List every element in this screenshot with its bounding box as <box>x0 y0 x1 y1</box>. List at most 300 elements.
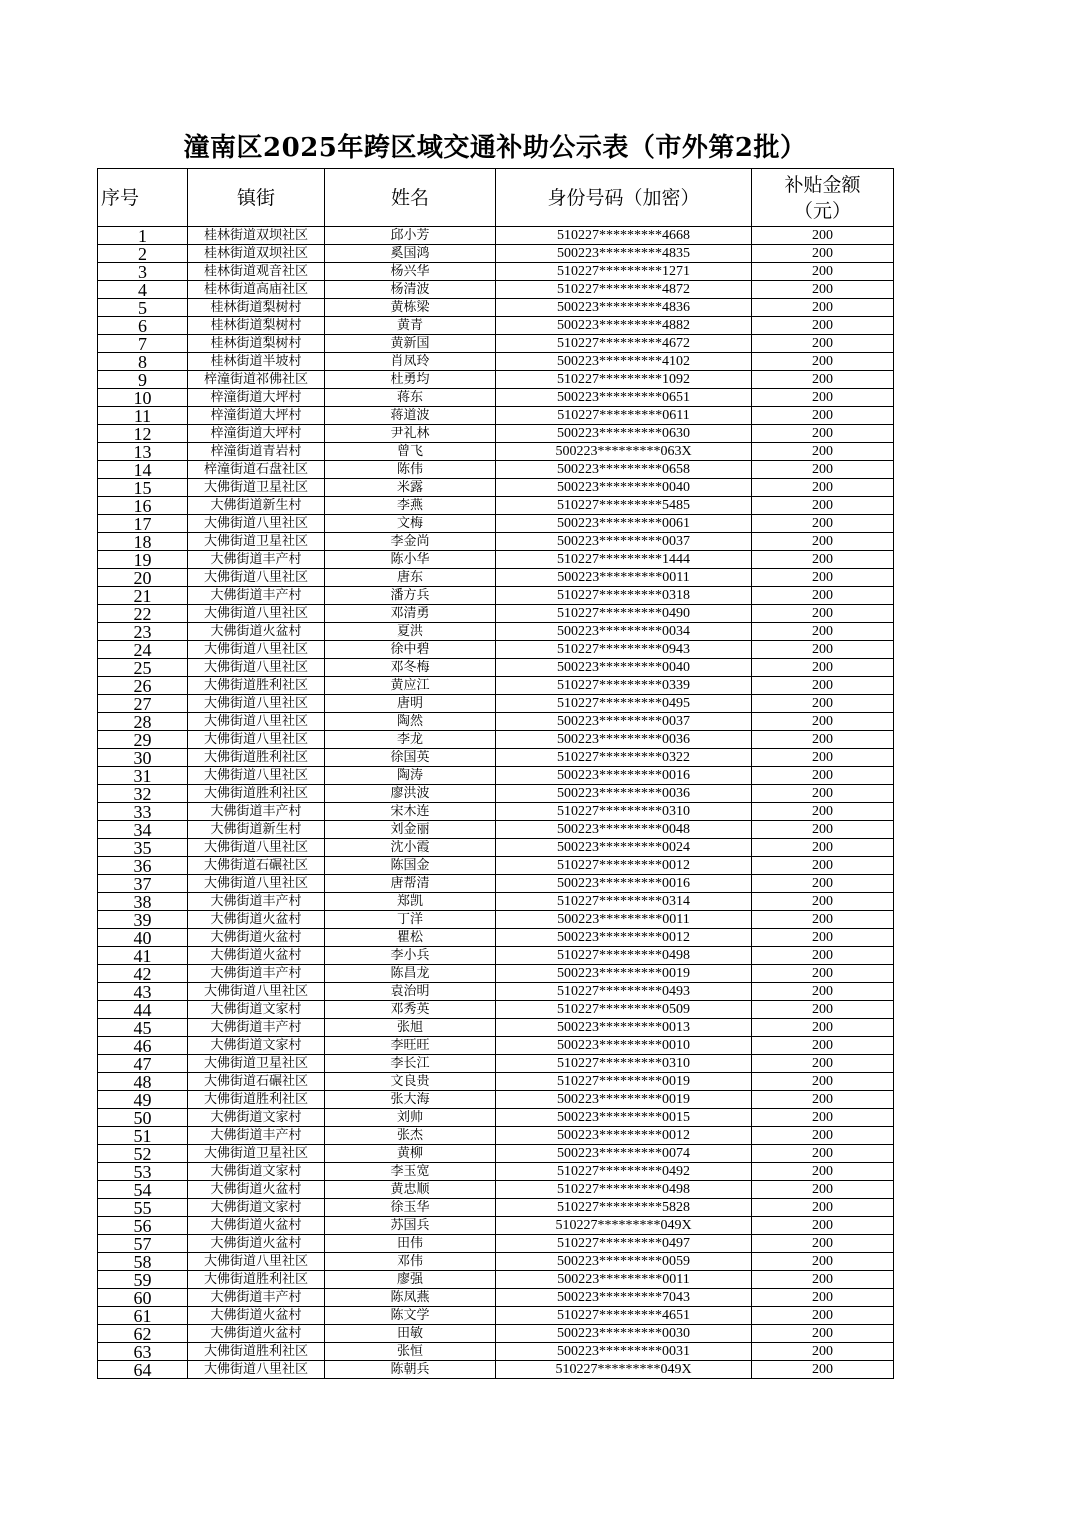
row-id-number: 510227*********049X <box>496 1217 752 1235</box>
table-row <box>98 407 894 425</box>
row-id-number: 500223*********4835 <box>496 245 752 263</box>
row-index: 26 <box>98 677 188 695</box>
table-row <box>98 1361 894 1379</box>
row-id-number: 500223*********0037 <box>496 713 752 731</box>
row-id-number: 510227*********0318 <box>496 587 752 605</box>
row-id-number: 510227*********0012 <box>496 857 752 875</box>
row-name: 刘金丽 <box>325 821 496 839</box>
row-id-number: 510227*********4872 <box>496 281 752 299</box>
row-amount: 200 <box>752 641 894 659</box>
row-id-number: 510227*********0019 <box>496 1073 752 1091</box>
row-index: 10 <box>98 389 188 407</box>
row-name: 黄新国 <box>325 335 496 353</box>
row-town: 大佛街道胜利社区 <box>188 749 325 767</box>
row-town: 大佛街道文家村 <box>188 1037 325 1055</box>
row-amount: 200 <box>752 947 894 965</box>
row-id-number: 510227*********4668 <box>496 227 752 245</box>
row-town: 大佛街道八里社区 <box>188 515 325 533</box>
row-name: 蒋道波 <box>325 407 496 425</box>
row-name: 李小兵 <box>325 947 496 965</box>
table-row <box>98 1091 894 1109</box>
row-amount: 200 <box>752 911 894 929</box>
row-name: 米露 <box>325 479 496 497</box>
row-index: 34 <box>98 821 188 839</box>
row-index: 44 <box>98 1001 188 1019</box>
row-id-number: 510227*********049X <box>496 1361 752 1379</box>
table-row <box>98 929 894 947</box>
row-index: 9 <box>98 371 188 389</box>
row-id-number: 510227*********0314 <box>496 893 752 911</box>
row-town: 大佛街道新生村 <box>188 821 325 839</box>
table-row <box>98 1199 894 1217</box>
row-town: 大佛街道火盆村 <box>188 1325 325 1343</box>
row-index: 33 <box>98 803 188 821</box>
row-id-number: 500223*********0024 <box>496 839 752 857</box>
row-name: 李燕 <box>325 497 496 515</box>
row-id-number: 500223*********0059 <box>496 1253 752 1271</box>
row-town: 大佛街道丰产村 <box>188 965 325 983</box>
row-name: 李长江 <box>325 1055 496 1073</box>
table-row <box>98 425 894 443</box>
row-index: 43 <box>98 983 188 1001</box>
row-amount: 200 <box>752 479 894 497</box>
row-town: 大佛街道八里社区 <box>188 1361 325 1379</box>
row-name: 徐国英 <box>325 749 496 767</box>
row-name: 瞿松 <box>325 929 496 947</box>
row-town: 梓潼街道大坪村 <box>188 425 325 443</box>
row-index: 60 <box>98 1289 188 1307</box>
table-row <box>98 1307 894 1325</box>
row-town: 大佛街道丰产村 <box>188 803 325 821</box>
row-id-number: 510227*********0497 <box>496 1235 752 1253</box>
row-name: 陶然 <box>325 713 496 731</box>
table-row <box>98 605 894 623</box>
row-id-number: 500223*********0040 <box>496 659 752 677</box>
row-id-number: 500223*********0036 <box>496 731 752 749</box>
table-row <box>98 335 894 353</box>
table-row <box>98 947 894 965</box>
row-amount: 200 <box>752 1163 894 1181</box>
row-id-number: 510227*********0943 <box>496 641 752 659</box>
row-amount: 200 <box>752 461 894 479</box>
row-name: 肖凤玲 <box>325 353 496 371</box>
row-town: 桂林街道半坡村 <box>188 353 325 371</box>
row-index: 37 <box>98 875 188 893</box>
row-index: 17 <box>98 515 188 533</box>
header-town: 镇街 <box>188 169 325 227</box>
row-town: 大佛街道石碾社区 <box>188 1073 325 1091</box>
table-row <box>98 587 894 605</box>
row-town: 大佛街道丰产村 <box>188 1127 325 1145</box>
row-id-number: 500223*********0658 <box>496 461 752 479</box>
row-town: 大佛街道文家村 <box>188 1199 325 1217</box>
row-id-number: 500223*********4102 <box>496 353 752 371</box>
row-index: 56 <box>98 1217 188 1235</box>
row-id-number: 500223*********0016 <box>496 875 752 893</box>
row-name: 刘帅 <box>325 1109 496 1127</box>
row-id-number: 500223*********0031 <box>496 1343 752 1361</box>
row-id-number: 500223*********0651 <box>496 389 752 407</box>
row-index: 20 <box>98 569 188 587</box>
row-index: 46 <box>98 1037 188 1055</box>
row-name: 黄忠顺 <box>325 1181 496 1199</box>
row-amount: 200 <box>752 857 894 875</box>
table-row <box>98 821 894 839</box>
row-name: 唐帮清 <box>325 875 496 893</box>
row-amount: 200 <box>752 659 894 677</box>
row-id-number: 510227*********0509 <box>496 1001 752 1019</box>
row-id-number: 500223*********0011 <box>496 1271 752 1289</box>
row-name: 廖洪波 <box>325 785 496 803</box>
row-id-number: 510227*********5485 <box>496 497 752 515</box>
row-town: 大佛街道火盆村 <box>188 1307 325 1325</box>
row-town: 大佛街道胜利社区 <box>188 1091 325 1109</box>
row-index: 13 <box>98 443 188 461</box>
row-town: 大佛街道八里社区 <box>188 731 325 749</box>
row-index: 42 <box>98 965 188 983</box>
row-name: 陈朝兵 <box>325 1361 496 1379</box>
row-index: 1 <box>98 227 188 245</box>
row-index: 64 <box>98 1361 188 1379</box>
table-row <box>98 317 894 335</box>
row-town: 桂林街道观音社区 <box>188 263 325 281</box>
row-name: 陈文学 <box>325 1307 496 1325</box>
row-index: 22 <box>98 605 188 623</box>
table-row <box>98 695 894 713</box>
row-town: 大佛街道文家村 <box>188 1163 325 1181</box>
row-amount: 200 <box>752 1001 894 1019</box>
table-row <box>98 1271 894 1289</box>
row-id-number: 500223*********0012 <box>496 929 752 947</box>
row-amount: 200 <box>752 569 894 587</box>
row-id-number: 500223*********4836 <box>496 299 752 317</box>
table-row <box>98 569 894 587</box>
table-row <box>98 1001 894 1019</box>
row-index: 36 <box>98 857 188 875</box>
row-amount: 200 <box>752 1181 894 1199</box>
row-amount: 200 <box>752 623 894 641</box>
row-index: 47 <box>98 1055 188 1073</box>
table-row <box>98 749 894 767</box>
table-row <box>98 1217 894 1235</box>
row-index: 58 <box>98 1253 188 1271</box>
row-town: 大佛街道卫星社区 <box>188 533 325 551</box>
table-row <box>98 623 894 641</box>
row-index: 12 <box>98 425 188 443</box>
row-town: 大佛街道卫星社区 <box>188 1055 325 1073</box>
row-name: 邓秀英 <box>325 1001 496 1019</box>
row-amount: 200 <box>752 1253 894 1271</box>
row-amount: 200 <box>752 713 894 731</box>
row-amount: 200 <box>752 227 894 245</box>
table-row <box>98 1253 894 1271</box>
row-town: 大佛街道胜利社区 <box>188 785 325 803</box>
row-amount: 200 <box>752 1289 894 1307</box>
row-index: 15 <box>98 479 188 497</box>
table-row <box>98 1343 894 1361</box>
row-town: 大佛街道八里社区 <box>188 695 325 713</box>
row-town: 大佛街道八里社区 <box>188 983 325 1001</box>
row-town: 桂林街道梨树村 <box>188 335 325 353</box>
row-amount: 200 <box>752 1343 894 1361</box>
row-town: 大佛街道火盆村 <box>188 929 325 947</box>
row-town: 梓潼街道大坪村 <box>188 389 325 407</box>
row-amount: 200 <box>752 1361 894 1379</box>
row-amount: 200 <box>752 389 894 407</box>
row-amount: 200 <box>752 1055 894 1073</box>
table-row <box>98 1325 894 1343</box>
row-amount: 200 <box>752 587 894 605</box>
row-index: 28 <box>98 713 188 731</box>
row-id-number: 510227*********0498 <box>496 947 752 965</box>
row-id-number: 510227*********5828 <box>496 1199 752 1217</box>
row-index: 45 <box>98 1019 188 1037</box>
row-name: 文良贵 <box>325 1073 496 1091</box>
table-row <box>98 1109 894 1127</box>
header-id-number: 身份号码（加密） <box>496 169 752 227</box>
row-name: 夏洪 <box>325 623 496 641</box>
row-id-number: 510227*********0322 <box>496 749 752 767</box>
table-row <box>98 371 894 389</box>
table-row <box>98 461 894 479</box>
header-amount: 补贴金额 （元） <box>752 169 894 227</box>
row-id-number: 500223*********0630 <box>496 425 752 443</box>
row-name: 李旺旺 <box>325 1037 496 1055</box>
row-amount: 200 <box>752 1325 894 1343</box>
header-name: 姓名 <box>325 169 496 227</box>
table-row <box>98 893 894 911</box>
row-town: 大佛街道八里社区 <box>188 641 325 659</box>
row-id-number: 510227*********0611 <box>496 407 752 425</box>
row-id-number: 500223*********0013 <box>496 1019 752 1037</box>
row-amount: 200 <box>752 731 894 749</box>
row-town: 大佛街道文家村 <box>188 1001 325 1019</box>
row-amount: 200 <box>752 1271 894 1289</box>
row-id-number: 510227*********0495 <box>496 695 752 713</box>
row-town: 大佛街道火盆村 <box>188 623 325 641</box>
row-index: 59 <box>98 1271 188 1289</box>
row-amount: 200 <box>752 605 894 623</box>
subsidy-table <box>97 168 894 1379</box>
table-row <box>98 245 894 263</box>
row-amount: 200 <box>752 695 894 713</box>
row-amount: 200 <box>752 677 894 695</box>
row-town: 大佛街道火盆村 <box>188 1181 325 1199</box>
row-name: 唐明 <box>325 695 496 713</box>
row-town: 桂林街道梨树村 <box>188 299 325 317</box>
table-row <box>98 281 894 299</box>
row-amount: 200 <box>752 839 894 857</box>
row-town: 大佛街道火盆村 <box>188 947 325 965</box>
row-id-number: 500223*********0034 <box>496 623 752 641</box>
row-amount: 200 <box>752 965 894 983</box>
row-town: 大佛街道新生村 <box>188 497 325 515</box>
table-row <box>98 677 894 695</box>
row-name: 徐玉华 <box>325 1199 496 1217</box>
table-row <box>98 1055 894 1073</box>
row-amount: 200 <box>752 893 894 911</box>
row-town: 大佛街道丰产村 <box>188 893 325 911</box>
row-name: 李龙 <box>325 731 496 749</box>
row-index: 63 <box>98 1343 188 1361</box>
row-name: 张大海 <box>325 1091 496 1109</box>
row-town: 桂林街道梨树村 <box>188 317 325 335</box>
row-index: 32 <box>98 785 188 803</box>
row-name: 李金尚 <box>325 533 496 551</box>
row-amount: 200 <box>752 353 894 371</box>
row-id-number: 500223*********4882 <box>496 317 752 335</box>
row-name: 杨清波 <box>325 281 496 299</box>
row-id-number: 500223*********0019 <box>496 1091 752 1109</box>
row-name: 沈小霞 <box>325 839 496 857</box>
row-index: 48 <box>98 1073 188 1091</box>
row-id-number: 500223*********063X <box>496 443 752 461</box>
row-name: 文梅 <box>325 515 496 533</box>
table-row <box>98 263 894 281</box>
table-row <box>98 1127 894 1145</box>
row-id-number: 510227*********4672 <box>496 335 752 353</box>
row-town: 大佛街道八里社区 <box>188 713 325 731</box>
row-amount: 200 <box>752 1217 894 1235</box>
row-name: 黄柳 <box>325 1145 496 1163</box>
row-index: 2 <box>98 245 188 263</box>
table-row <box>98 1145 894 1163</box>
table-row <box>98 803 894 821</box>
table-row <box>98 551 894 569</box>
table-row <box>98 1163 894 1181</box>
row-amount: 200 <box>752 1091 894 1109</box>
row-amount: 200 <box>752 1127 894 1145</box>
row-index: 5 <box>98 299 188 317</box>
row-index: 52 <box>98 1145 188 1163</box>
row-id-number: 500223*********0012 <box>496 1127 752 1145</box>
row-town: 大佛街道八里社区 <box>188 569 325 587</box>
row-id-number: 510227*********0493 <box>496 983 752 1001</box>
row-town: 大佛街道八里社区 <box>188 605 325 623</box>
table-row <box>98 1019 894 1037</box>
row-name: 廖强 <box>325 1271 496 1289</box>
row-index: 16 <box>98 497 188 515</box>
row-index: 4 <box>98 281 188 299</box>
row-name: 黄应江 <box>325 677 496 695</box>
row-index: 11 <box>98 407 188 425</box>
row-amount: 200 <box>752 1109 894 1127</box>
row-name: 陶涛 <box>325 767 496 785</box>
row-index: 54 <box>98 1181 188 1199</box>
row-amount: 200 <box>752 803 894 821</box>
row-id-number: 510227*********4651 <box>496 1307 752 1325</box>
row-name: 曾飞 <box>325 443 496 461</box>
table-row <box>98 785 894 803</box>
row-name: 田伟 <box>325 1235 496 1253</box>
row-amount: 200 <box>752 929 894 947</box>
page-title: 潼南区2025年跨区域交通补助公示表（市外第2批） <box>183 133 807 163</box>
row-name: 丁洋 <box>325 911 496 929</box>
row-id-number: 500223*********0048 <box>496 821 752 839</box>
row-town: 大佛街道八里社区 <box>188 1253 325 1271</box>
table-row <box>98 1235 894 1253</box>
row-id-number: 500223*********0010 <box>496 1037 752 1055</box>
row-index: 53 <box>98 1163 188 1181</box>
table-row <box>98 911 894 929</box>
row-index: 62 <box>98 1325 188 1343</box>
table-row <box>98 299 894 317</box>
row-town: 梓潼街道大坪村 <box>188 407 325 425</box>
row-index: 57 <box>98 1235 188 1253</box>
row-index: 14 <box>98 461 188 479</box>
table-row <box>98 533 894 551</box>
row-amount: 200 <box>752 1073 894 1091</box>
row-town: 大佛街道八里社区 <box>188 659 325 677</box>
row-id-number: 500223*********0040 <box>496 479 752 497</box>
row-index: 35 <box>98 839 188 857</box>
row-id-number: 500223*********0019 <box>496 965 752 983</box>
row-name: 潘方兵 <box>325 587 496 605</box>
row-id-number: 510227*********0339 <box>496 677 752 695</box>
row-amount: 200 <box>752 767 894 785</box>
row-index: 30 <box>98 749 188 767</box>
row-id-number: 500223*********0036 <box>496 785 752 803</box>
table-row <box>98 1037 894 1055</box>
row-index: 6 <box>98 317 188 335</box>
table-row <box>98 443 894 461</box>
table-row <box>98 857 894 875</box>
table-row <box>98 389 894 407</box>
table-row <box>98 515 894 533</box>
table-row <box>98 1181 894 1199</box>
row-id-number: 500223*********0015 <box>496 1109 752 1127</box>
row-town: 大佛街道胜利社区 <box>188 1343 325 1361</box>
table-row <box>98 1289 894 1307</box>
row-id-number: 500223*********0016 <box>496 767 752 785</box>
table-header-row <box>98 169 894 227</box>
row-town: 大佛街道八里社区 <box>188 839 325 857</box>
row-name: 陈小华 <box>325 551 496 569</box>
row-town: 大佛街道火盆村 <box>188 1217 325 1235</box>
row-name: 黄栋梁 <box>325 299 496 317</box>
row-amount: 200 <box>752 983 894 1001</box>
row-town: 大佛街道火盆村 <box>188 911 325 929</box>
row-town: 大佛街道丰产村 <box>188 587 325 605</box>
row-index: 50 <box>98 1109 188 1127</box>
row-name: 邱小芳 <box>325 227 496 245</box>
row-town: 梓潼街道石盘社区 <box>188 461 325 479</box>
row-index: 24 <box>98 641 188 659</box>
row-amount: 200 <box>752 1037 894 1055</box>
row-town: 桂林街道双坝社区 <box>188 227 325 245</box>
row-id-number: 500223*********7043 <box>496 1289 752 1307</box>
row-name: 苏国兵 <box>325 1217 496 1235</box>
row-index: 25 <box>98 659 188 677</box>
row-id-number: 500223*********0074 <box>496 1145 752 1163</box>
table-row <box>98 353 894 371</box>
row-amount: 200 <box>752 317 894 335</box>
row-amount: 200 <box>752 425 894 443</box>
row-name: 张杰 <box>325 1127 496 1145</box>
row-name: 徐中碧 <box>325 641 496 659</box>
row-amount: 200 <box>752 371 894 389</box>
row-id-number: 510227*********0492 <box>496 1163 752 1181</box>
row-amount: 200 <box>752 1145 894 1163</box>
row-town: 大佛街道胜利社区 <box>188 1271 325 1289</box>
row-name: 唐东 <box>325 569 496 587</box>
row-name: 邓清勇 <box>325 605 496 623</box>
row-id-number: 510227*********0310 <box>496 803 752 821</box>
row-town: 大佛街道丰产村 <box>188 1289 325 1307</box>
row-name: 尹礼林 <box>325 425 496 443</box>
row-id-number: 500223*********0061 <box>496 515 752 533</box>
row-index: 7 <box>98 335 188 353</box>
